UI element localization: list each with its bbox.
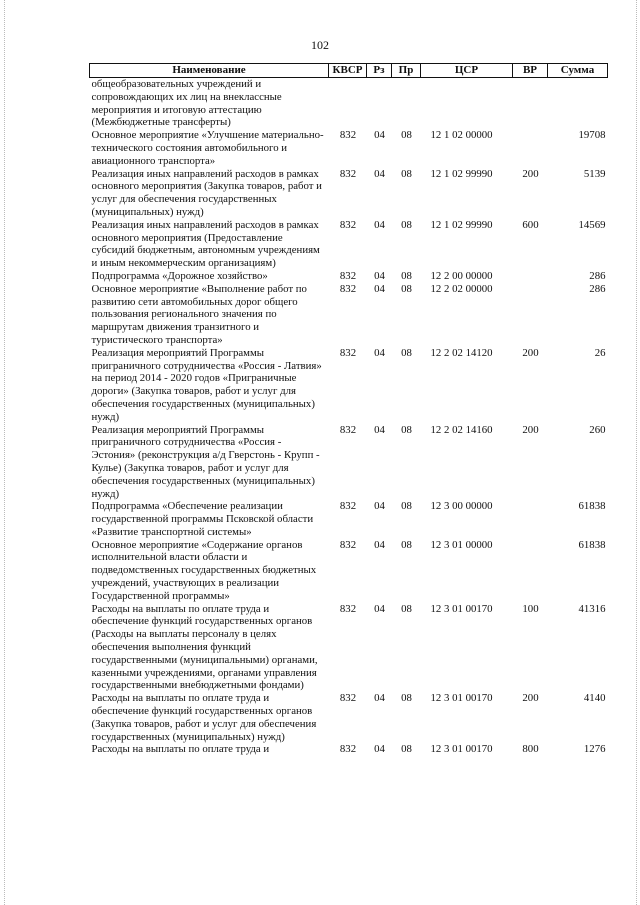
cell-vr [513, 539, 548, 603]
table-row [90, 78, 608, 130]
cell-vr: 200 [522, 692, 539, 705]
cell-kvsr: 832 [339, 538, 357, 551]
cell-pr: 08 [401, 282, 412, 295]
cell-kvsr: 832 [339, 167, 357, 180]
column-header-name: Наименование [90, 64, 329, 78]
cell-vr: 600 [522, 218, 539, 231]
cell-vr: 200 [522, 167, 539, 180]
cell-rz: 04 [374, 692, 385, 705]
cell-rz: 04 [374, 500, 385, 513]
scan-edge-right [636, 0, 637, 905]
cell-rz: 04 [374, 538, 385, 551]
cell-kvsr: 832 [339, 346, 357, 359]
cell-csr: 12 1 02 99990 [430, 167, 493, 180]
cell-name: Основное мероприятие «Улучшение материально-технического состояния автомобильного и авиационного транспорта» [91, 129, 324, 167]
cell-rz: 04 [374, 218, 385, 231]
cell-pr: 08 [401, 218, 412, 231]
cell-kvsr: 832 [339, 602, 357, 615]
cell-name: Расходы на выплаты по оплате труда и обеспечение функций государственных органов (Расходы на выплаты персоналу в целях обеспечения выполнения функций государственными (муниципальными) органами, казенными учреждениями, органами управления государственными внебюджетными фондами) [91, 602, 318, 692]
cell-name: Реализация иных направлений расходов в рамках основного мероприятия (Закупка товаров, работ и услуг для обеспечения государственных (муниципальных) нужд) [91, 167, 322, 218]
table-row [90, 743, 608, 756]
cell-kvsr: 832 [339, 423, 357, 436]
cell-pr: 08 [401, 423, 412, 436]
cell-pr: 08 [401, 167, 412, 180]
table-row [90, 219, 608, 270]
cell-sum: 286 [589, 269, 606, 282]
cell-kvsr [329, 78, 367, 130]
cell-rz: 04 [374, 129, 385, 142]
cell-rz: 04 [374, 269, 385, 282]
cell-kvsr: 832 [339, 692, 357, 705]
cell-sum: 61838 [578, 500, 606, 513]
cell-pr: 08 [401, 346, 412, 359]
table-row [90, 270, 608, 283]
cell-kvsr: 832 [339, 218, 357, 231]
cell-sum [548, 78, 608, 130]
column-header-sum: Сумма [548, 64, 608, 78]
cell-csr: 12 3 01 00000 [430, 538, 493, 551]
column-header-kvsr: КВСР [329, 64, 367, 78]
cell-name: Основное мероприятие «Выполнение работ по развитию сети автомобильных дорог общего пользования регионального значения по маршрутам движения транзитного и туристического транспорта» [91, 282, 307, 346]
cell-sum: 286 [589, 282, 606, 295]
cell-vr [513, 78, 548, 130]
cell-name: Расходы на выплаты по оплате труда и [91, 743, 270, 756]
cell-csr: 12 3 01 00170 [430, 743, 493, 756]
cell-csr: 12 2 00 00000 [430, 269, 493, 282]
cell-vr [513, 500, 548, 538]
table-row [90, 283, 608, 347]
cell-csr: 12 1 02 00000 [430, 129, 493, 142]
cell-sum: 4140 [583, 692, 606, 705]
cell-sum: 14569 [578, 218, 606, 231]
cell-rz: 04 [374, 346, 385, 359]
column-header-pr: Пр [392, 64, 421, 78]
page-number: 102 [311, 38, 329, 52]
cell-vr [513, 129, 548, 167]
cell-pr: 08 [401, 129, 412, 142]
budget-table [89, 63, 608, 756]
cell-csr: 12 3 01 00170 [430, 602, 493, 615]
cell-csr: 12 3 01 00170 [430, 692, 493, 705]
table-row [90, 500, 608, 538]
cell-pr: 08 [401, 538, 412, 551]
table-row [90, 692, 608, 743]
table-row [90, 603, 608, 693]
cell-name: Основное мероприятие «Содержание органов исполнительной власти области и подведомственных государственных бюджетных учреждений, участвующих в реализации Государственной программы» [91, 538, 317, 602]
cell-csr: 12 1 02 99990 [430, 218, 493, 231]
table-row [90, 168, 608, 219]
cell-kvsr: 832 [339, 743, 357, 756]
cell-vr: 800 [522, 743, 539, 756]
cell-name: общеобразовательных учреждений и сопровождающих их лиц на внеклассные мероприятия и итоговую аттестацию (Межбюджетные трансферты) [91, 78, 282, 129]
cell-rz: 04 [374, 282, 385, 295]
cell-sum: 41316 [578, 602, 606, 615]
column-header-csr: ЦСР [421, 64, 513, 78]
cell-sum: 1276 [583, 743, 606, 756]
table-header [90, 64, 608, 78]
cell-rz: 04 [374, 167, 385, 180]
cell-sum: 5139 [583, 167, 606, 180]
cell-name: Подпрограмма «Дорожное хозяйство» [91, 269, 268, 282]
cell-pr: 08 [401, 692, 412, 705]
cell-rz: 04 [374, 423, 385, 436]
cell-csr: 12 2 02 00000 [430, 282, 493, 295]
table-row [90, 129, 608, 167]
table-row [90, 424, 608, 501]
cell-name: Реализация иных направлений расходов в рамках основного мероприятия (Предоставление субсидий бюджетным, автономным учреждениям и иным некоммерческим организациям) [91, 218, 320, 270]
cell-pr: 08 [401, 500, 412, 513]
cell-vr: 200 [522, 346, 539, 359]
cell-vr: 200 [522, 423, 539, 436]
cell-pr [392, 78, 421, 130]
cell-csr: 12 2 02 14160 [430, 423, 493, 436]
cell-kvsr: 832 [339, 269, 357, 282]
cell-rz: 04 [374, 743, 385, 756]
cell-sum: 19708 [578, 129, 606, 142]
table-row [90, 539, 608, 603]
cell-vr [513, 270, 548, 283]
table-row [90, 347, 608, 424]
cell-kvsr: 832 [339, 129, 357, 142]
column-header-rz: Рз [367, 64, 392, 78]
cell-pr: 08 [401, 269, 412, 282]
cell-sum: 260 [589, 423, 606, 436]
scan-edge-left [4, 0, 5, 905]
cell-vr [513, 283, 548, 347]
cell-vr: 100 [522, 602, 539, 615]
cell-sum: 26 [594, 346, 606, 359]
cell-pr: 08 [401, 743, 412, 756]
cell-rz: 04 [374, 602, 385, 615]
cell-name: Расходы на выплаты по оплате труда и обеспечение функций государственных органов (Закупка товаров, работ и услуг для обеспечения государственных (муниципальных) нужд) [91, 692, 317, 743]
cell-csr: 12 2 02 14120 [430, 346, 493, 359]
cell-name: Подпрограмма «Обеспечение реализации государственной программы Псковской области «Развитие транспортной системы» [91, 500, 314, 538]
cell-kvsr: 832 [339, 282, 357, 295]
cell-sum: 61838 [578, 538, 606, 551]
cell-csr: 12 3 00 00000 [430, 500, 493, 513]
cell-kvsr: 832 [339, 500, 357, 513]
table-body [90, 78, 608, 757]
cell-pr: 08 [401, 602, 412, 615]
cell-rz [367, 78, 392, 130]
cell-csr [421, 78, 513, 130]
cell-name: Реализация мероприятий Программы приграничного сотрудничества «Россия - Латвия» на период 2014 - 2020 годов «Приграничные дороги» (Закупка товаров, работ и услуг для обеспечения государственных (муниципальных) нужд) [91, 346, 322, 423]
column-header-vr: ВР [513, 64, 548, 78]
cell-name: Реализация мероприятий Программы приграничного сотрудничества «Россия - Эстония» (реконструкция а/д Гверстонь - Крупп - Кулье) (Закупка товаров, работ и услуг для обеспечения государственных (муниципальных) нужд) [91, 423, 320, 500]
